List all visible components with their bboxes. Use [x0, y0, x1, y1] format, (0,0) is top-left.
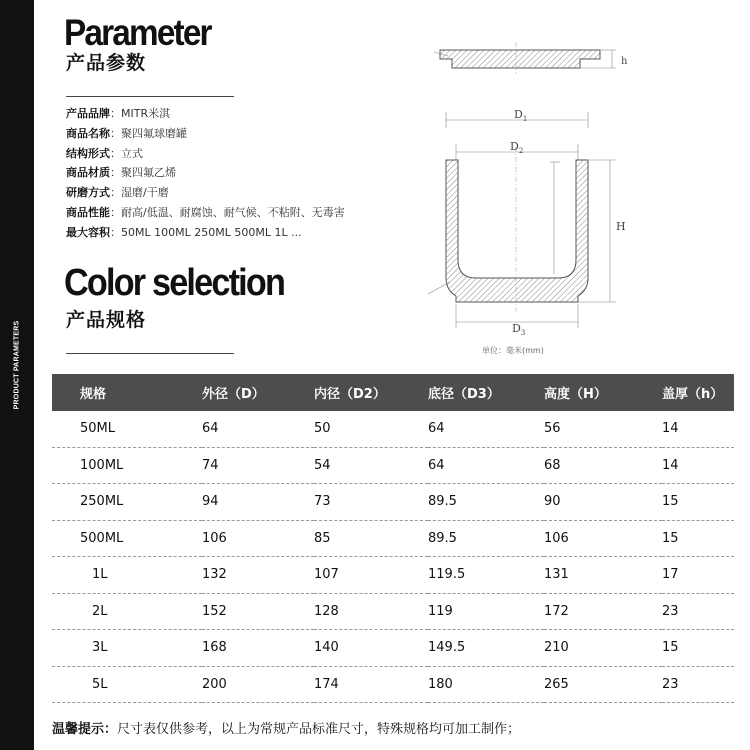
value-cell: 128 [314, 593, 428, 630]
color-selection-title: Color selection [64, 262, 285, 304]
header-cell: 规格 [52, 374, 202, 411]
info-separator: ： [110, 107, 121, 120]
info-key: 商品性能 [66, 205, 110, 219]
spec-cell: 250ML [52, 484, 202, 521]
product-info [66, 104, 345, 243]
info-separator: ： [110, 186, 121, 200]
value-cell: 94 [202, 484, 314, 521]
table-row [52, 630, 734, 667]
info-row [66, 163, 345, 183]
value-cell: 149.5 [428, 630, 544, 667]
spec-table [52, 374, 734, 703]
info-separator: ： [110, 205, 121, 219]
header-cell: 内径（D2） [314, 374, 428, 411]
sidebar-label: PRODUCT PARAMETERS [13, 320, 21, 410]
info-key: 产品品牌 [66, 107, 110, 120]
info-row [66, 223, 345, 243]
info-key: 商品名称 [66, 126, 110, 140]
header-cell: 高度（H） [544, 374, 662, 411]
spec-cell: 3L [52, 630, 202, 667]
value-cell: 15 [662, 630, 734, 667]
info-row [66, 203, 345, 223]
value-cell: 23 [662, 593, 734, 630]
info-key: 结构形式 [66, 146, 110, 160]
value-cell: 14 [662, 447, 734, 484]
spec-cell: 1L [52, 557, 202, 594]
value-cell: 89.5 [428, 520, 544, 557]
unit-note: 单位：毫米(mm) [482, 346, 544, 355]
table-row [52, 666, 734, 703]
spec-cell: 100ML [52, 447, 202, 484]
value-cell: 200 [202, 666, 314, 703]
header-cell: 外径（D） [202, 374, 314, 411]
d2-label: $D_2$ [510, 140, 524, 155]
value-cell: 15 [662, 520, 734, 557]
value-cell: 50 [314, 411, 428, 447]
value-cell: 174 [314, 666, 428, 703]
divider [66, 353, 234, 354]
spec-cell: 500ML [52, 520, 202, 557]
value-cell: 131 [544, 557, 662, 594]
H-label: H [616, 220, 626, 233]
value-cell: 54 [314, 447, 428, 484]
value-cell: 106 [544, 520, 662, 557]
value-cell: 107 [314, 557, 428, 594]
info-value: 耐高/低温、耐腐蚀、耐气候、不粘附、无毒害 [121, 205, 345, 219]
info-separator: ： [110, 146, 121, 160]
value-cell: 68 [544, 447, 662, 484]
value-cell: 89.5 [428, 484, 544, 521]
table-row [52, 520, 734, 557]
value-cell: 64 [428, 447, 544, 484]
table-row [52, 593, 734, 630]
table-row [52, 447, 734, 484]
value-cell: 152 [202, 593, 314, 630]
value-cell: 56 [544, 411, 662, 447]
lid-drawing [434, 42, 616, 74]
sidebar [0, 0, 34, 750]
value-cell: 64 [202, 411, 314, 447]
header-cell: 底径（D3） [428, 374, 544, 411]
info-row [66, 183, 345, 203]
color-selection-subtitle: 产品规格 [66, 309, 147, 331]
info-value: 50ML 100ML 250ML 500ML 1L ... [121, 225, 302, 239]
value-cell: 180 [428, 666, 544, 703]
jar-body-drawing [428, 112, 616, 328]
table-header-row [52, 374, 734, 411]
spec-cell: 50ML [52, 411, 202, 447]
info-value: MITR米淇 [121, 107, 171, 120]
d1-label: $D_1$ [514, 108, 528, 123]
divider [66, 96, 234, 97]
value-cell: 119.5 [428, 557, 544, 594]
info-value: 聚四氟乙烯 [121, 166, 176, 180]
value-cell: 85 [314, 520, 428, 557]
table-row [52, 484, 734, 521]
table-row [52, 557, 734, 594]
parameter-title: Parameter [64, 12, 211, 53]
info-row [66, 104, 345, 124]
value-cell: 17 [662, 557, 734, 594]
tip-note [52, 718, 520, 737]
value-cell: 15 [662, 484, 734, 521]
table-row [52, 411, 734, 447]
header-cell: 盖厚（h） [662, 374, 734, 411]
value-cell: 172 [544, 593, 662, 630]
info-key: 研磨方式 [66, 186, 110, 200]
value-cell: 132 [202, 557, 314, 594]
value-cell: 119 [428, 593, 544, 630]
jar-drawing [420, 12, 650, 362]
info-row [66, 124, 345, 144]
value-cell: 23 [662, 666, 734, 703]
info-separator: ： [110, 166, 121, 180]
value-cell: 73 [314, 484, 428, 521]
d3-label: $D_3$ [512, 322, 526, 337]
value-cell: 210 [544, 630, 662, 667]
info-row [66, 144, 345, 164]
info-value: 湿磨/干磨 [121, 186, 169, 200]
info-separator: ： [110, 126, 121, 140]
info-key: 最大容积 [66, 225, 110, 239]
value-cell: 140 [314, 630, 428, 667]
value-cell: 90 [544, 484, 662, 521]
parameter-subtitle: 产品参数 [66, 52, 147, 74]
info-key: 商品材质 [66, 166, 110, 180]
spec-cell: 2L [52, 593, 202, 630]
value-cell: 14 [662, 411, 734, 447]
info-value: 立式 [121, 146, 143, 160]
tip-label: 温馨提示： [52, 722, 118, 737]
value-cell: 74 [202, 447, 314, 484]
spec-cell: 5L [52, 666, 202, 703]
value-cell: 168 [202, 630, 314, 667]
tip-text: 尺寸表仅供参考，以上为常规产品标准尺寸，特殊规格均可加工制作； [117, 722, 521, 737]
info-value: 聚四氟球磨罐 [121, 126, 187, 140]
info-separator: ： [110, 225, 121, 239]
value-cell: 265 [544, 666, 662, 703]
h-label: h [621, 56, 628, 67]
value-cell: 106 [202, 520, 314, 557]
value-cell: 64 [428, 411, 544, 447]
